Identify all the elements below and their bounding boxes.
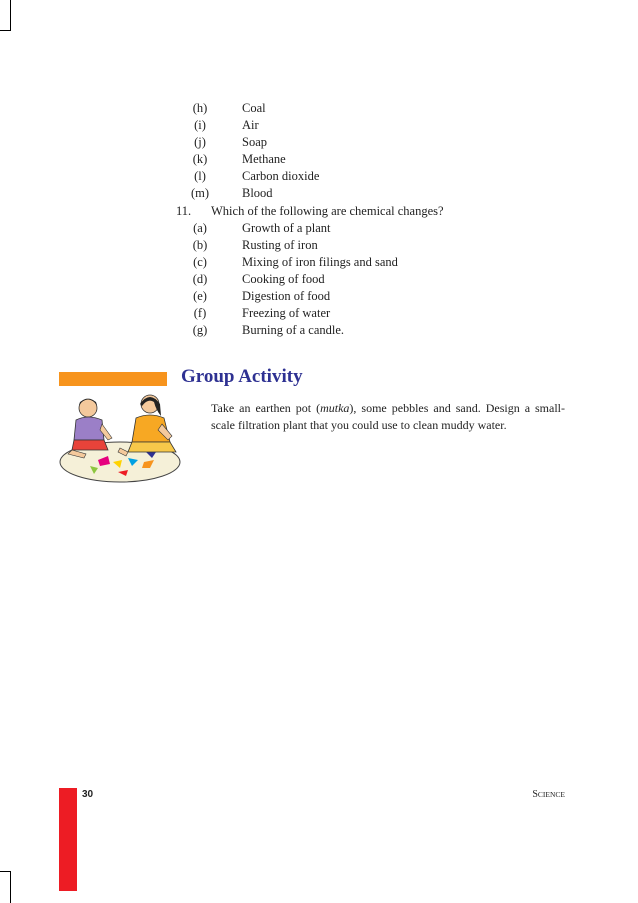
question-11 [170,203,590,220]
list-item: (i) Air [194,118,259,133]
crop-mark-top-left-v [10,0,11,31]
list-item: (k) Methane [192,152,286,167]
section-accent-bar [59,372,167,386]
group-activity-title: Group Activity [181,366,303,387]
page-number: 30 [82,789,94,800]
exercise-list [170,100,590,339]
option-item: (e) Digestion of food [193,289,331,304]
option-item: (a) Growth of a plant [193,220,331,235]
option-item: (b) Rusting of iron [192,237,318,252]
question-text: Which of the following are chemical changes? [211,203,444,218]
list-item: (l) Carbon dioxide [194,169,320,184]
children-activity-illustration [58,390,188,485]
list-item: (j) Soap [194,135,267,150]
option-item: (f) Freezing of water [193,306,331,321]
list-item: (h) Coal [192,101,266,115]
option-item: (c) Mixing of iron filings and sand [193,254,398,269]
crop-mark-top-left-h [0,30,11,31]
crop-mark-bottom-left-v [10,871,11,903]
list-item: (m) Blood [190,186,273,201]
running-head: SCIENCE [532,789,565,800]
group-activity-text: Take an earthen pot (mutka), some pebbles and sand. Design a small-scale filtration plant that you could use to clean muddy water. [211,401,566,432]
question-number: 11. [176,203,192,218]
footer-red-bar [59,788,77,891]
option-item: (d) Cooking of food [192,271,325,286]
option-item: (g) Burning of a candle. [192,323,345,338]
